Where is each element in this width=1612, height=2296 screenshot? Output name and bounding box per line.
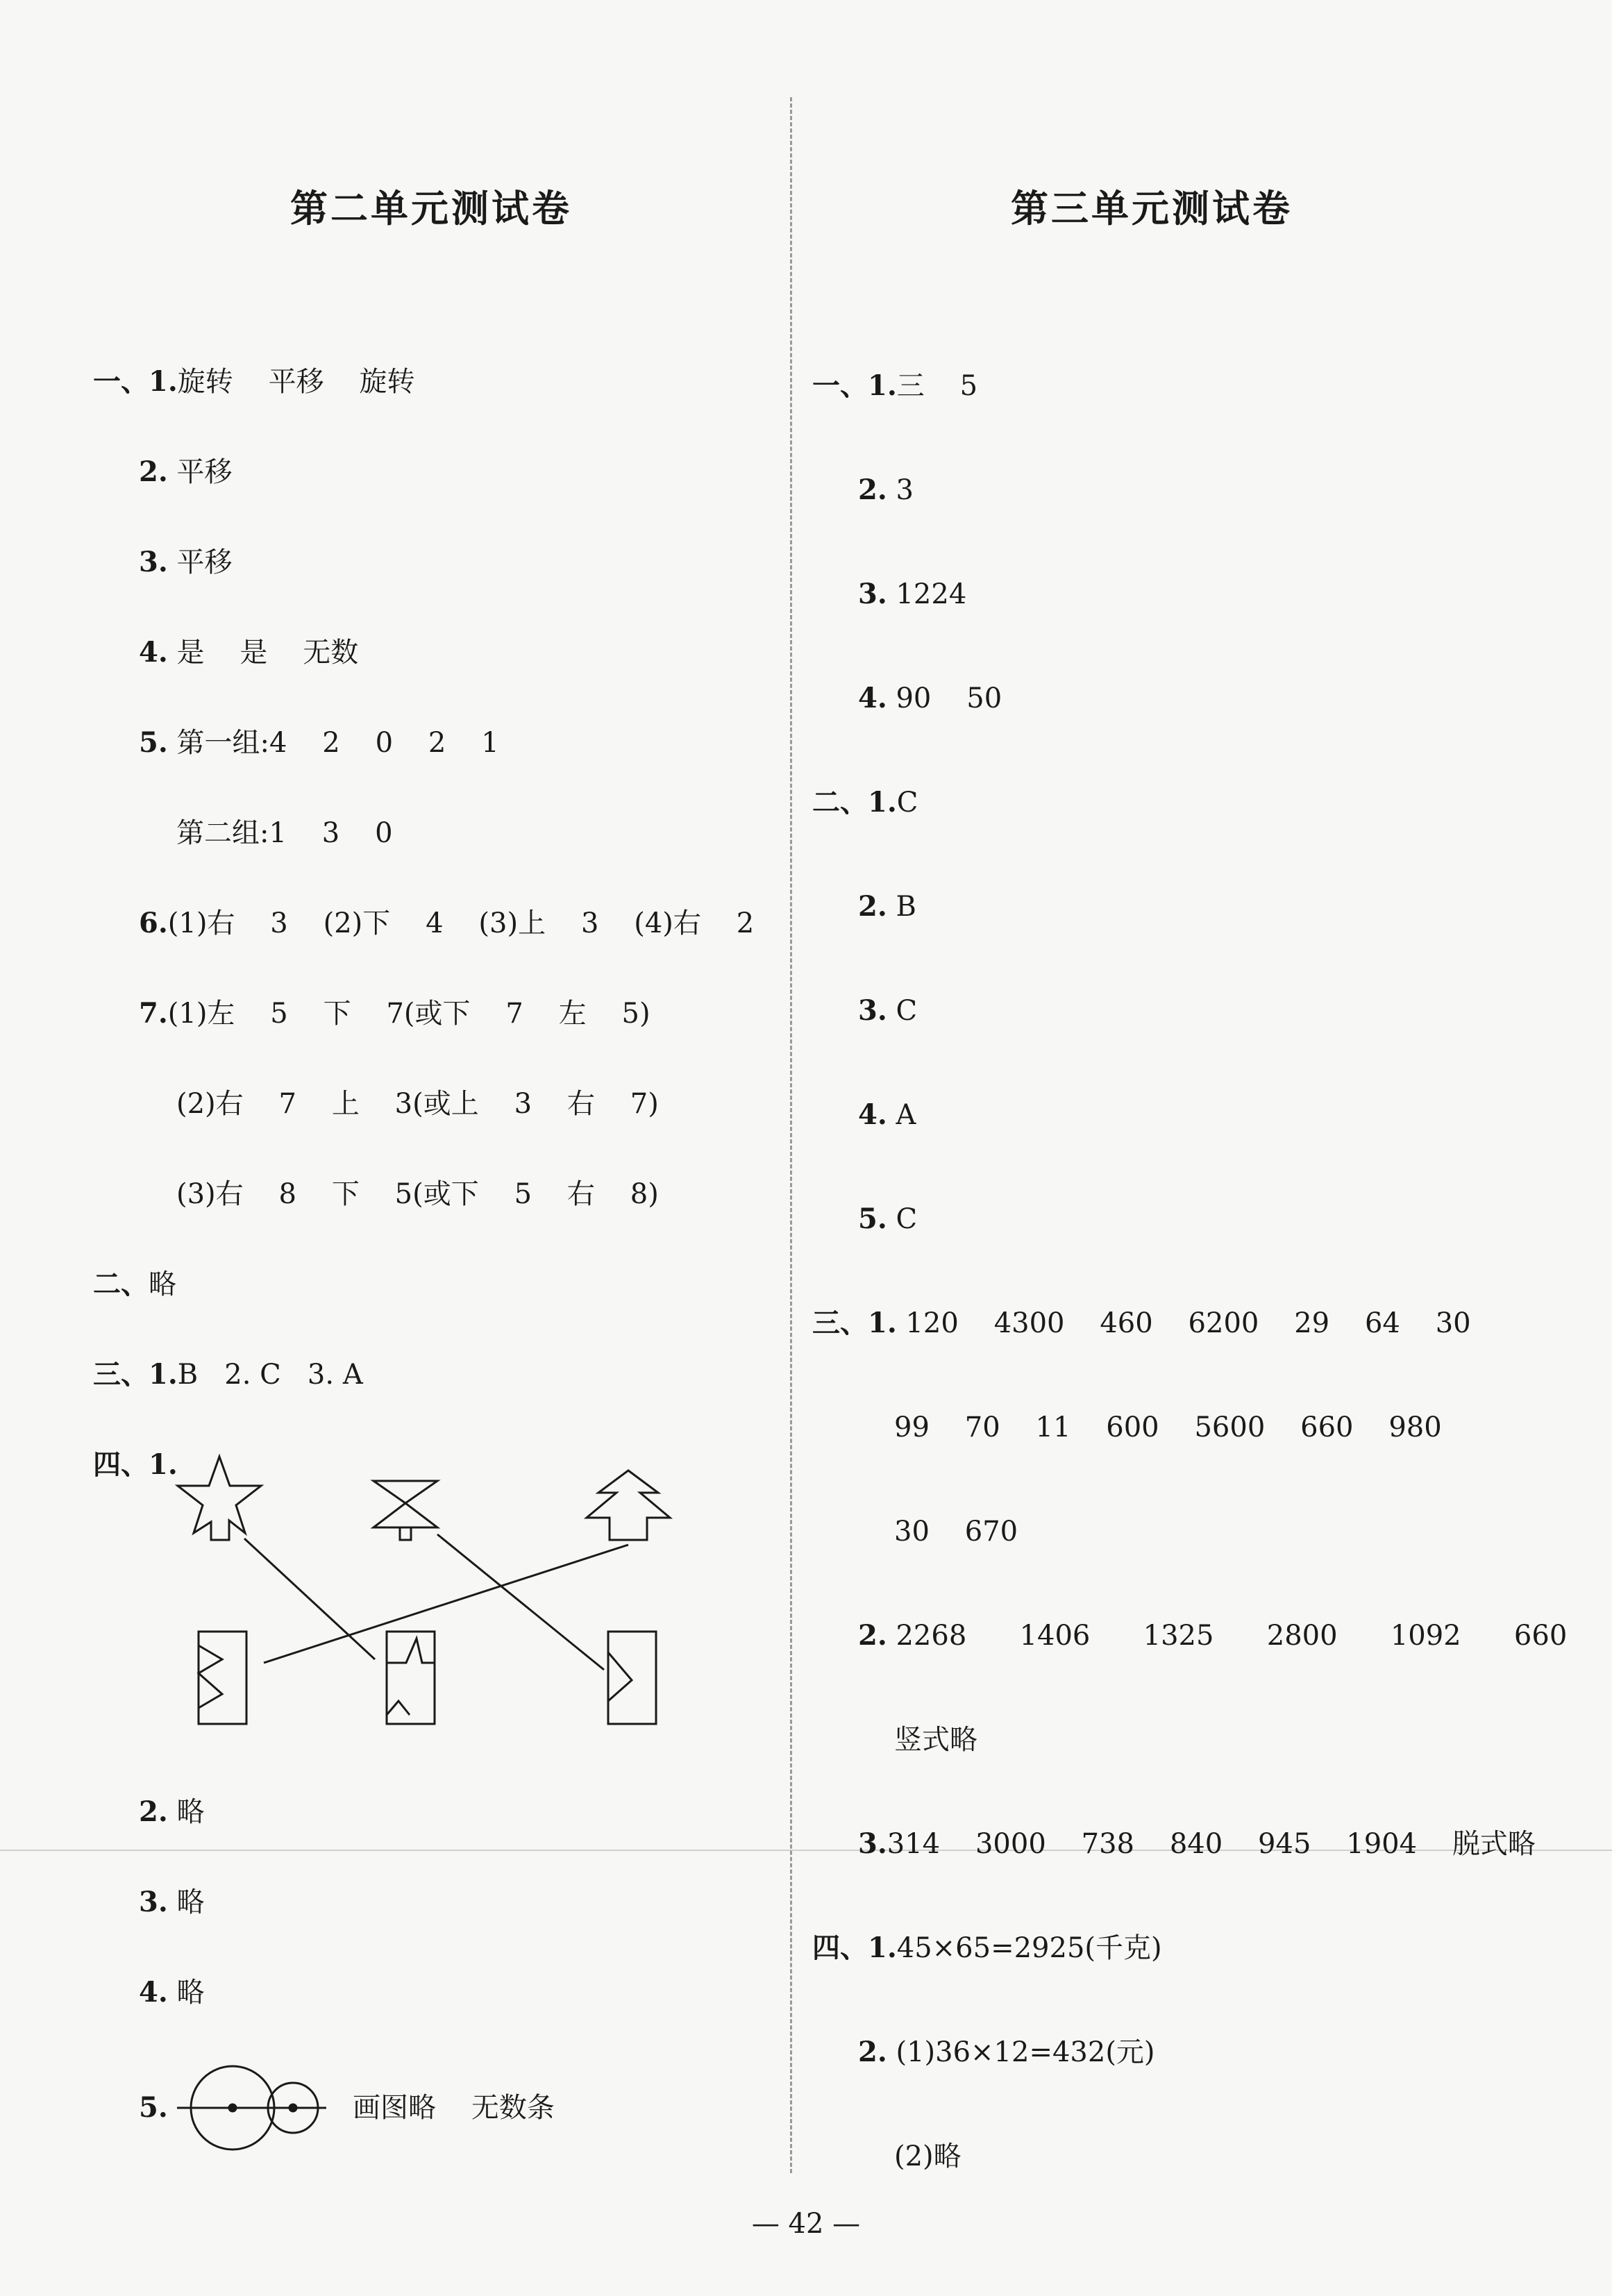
- answer-text: 1224: [896, 578, 967, 610]
- item-number: 3.: [139, 1886, 168, 1918]
- right-answer-line: [858, 476, 914, 504]
- right-answer-line: [812, 369, 978, 402]
- answer-text: 略: [149, 1268, 176, 1300]
- star-shape-icon: [178, 1457, 261, 1540]
- folded-paper-icon: [199, 1632, 246, 1724]
- answer-text: C: [896, 1203, 918, 1235]
- left-answer-line: [139, 1888, 204, 1916]
- answer-text: 90 50: [896, 682, 1002, 714]
- answer-text: 2268 1406 1325 2800 1092 660: [896, 1620, 1568, 1652]
- right-answer-line: [858, 1205, 917, 1233]
- item-number: 4.: [139, 1976, 168, 2009]
- right-answer-line: [894, 1516, 1018, 1548]
- answer-text: 画图略 无数条: [353, 2092, 555, 2124]
- left-answer-line: [139, 1795, 205, 1828]
- answer-text: 略: [176, 1977, 205, 2009]
- answer-text: (1)右 3 (2)下 4 (3)上 3 (4)右 2: [167, 907, 755, 939]
- answer-text: C: [896, 787, 918, 819]
- item-number: 2.: [858, 1619, 887, 1652]
- item-number: 3.: [858, 578, 887, 610]
- tree-shape-icon: [587, 1470, 670, 1540]
- answer-text: 平移: [176, 456, 233, 488]
- answer-text: 3: [896, 474, 914, 506]
- right-section-title: 第三单元测试卷: [1011, 186, 1293, 231]
- item-number: 3.: [139, 546, 168, 578]
- answer-text: 99 70 11 600 5600 660 980: [894, 1411, 1442, 1443]
- right-answer-line: [894, 1411, 1442, 1443]
- right-answer-line: [858, 994, 918, 1027]
- answer-text: 第一组:4 2 0 2 1: [176, 727, 499, 759]
- item-number: 2.: [858, 890, 887, 923]
- right-answer-line: [894, 1726, 977, 1754]
- item-number: 3.: [858, 1827, 887, 1860]
- answer-text: A: [896, 1099, 916, 1131]
- item-number: 4.: [858, 1098, 887, 1131]
- circles-figure: [177, 2066, 326, 2150]
- answer-text: C: [896, 995, 918, 1027]
- item-number: 二、: [93, 1268, 149, 1300]
- item-number: 2.: [139, 455, 168, 488]
- item-number: 3.: [858, 994, 887, 1027]
- answer-text: 略: [176, 1796, 205, 1828]
- answer-text: 三 5: [896, 370, 978, 402]
- answer-text: 略: [176, 1886, 205, 1918]
- right-answer-line: [812, 1934, 1162, 1962]
- item-number: 2.: [139, 1795, 168, 1828]
- answer-text: 平移: [176, 546, 233, 578]
- item-number: 5.: [139, 2091, 168, 2124]
- right-answer-line: [858, 1619, 1568, 1652]
- answer-text: (2)略: [894, 2140, 962, 2172]
- folded-paper-icon: [387, 1632, 435, 1724]
- item-number: 四、1.: [812, 1932, 897, 1964]
- item-number: 6.: [139, 907, 168, 939]
- left-answer-line: [139, 1976, 205, 2009]
- hourglass-shape-icon: [373, 1481, 437, 1540]
- right-answer-line: [858, 580, 966, 608]
- answer-text: 旋转 平移 旋转: [177, 366, 415, 398]
- item-number: 4.: [139, 636, 168, 669]
- item-number: 2.: [858, 474, 887, 506]
- answer-text: 120 4300 460 6200 29 64 30: [905, 1307, 1471, 1339]
- item-number: 4.: [858, 682, 887, 714]
- right-answer-line: [894, 2140, 962, 2172]
- match-line: [244, 1539, 375, 1659]
- item-number: 5.: [139, 726, 168, 759]
- right-answer-line: [858, 2038, 1155, 2066]
- item-number: 二、1.: [812, 786, 897, 819]
- answer-text: 30 670: [894, 1516, 1018, 1548]
- answer-text: (1)左 5 下 7(或下 7 左 5): [167, 998, 650, 1030]
- answer-text: 第二组:1 3 0: [176, 817, 393, 849]
- item-number: 2.: [858, 2036, 887, 2068]
- right-answer-line: [812, 786, 918, 819]
- right-answer-line: [858, 1098, 916, 1131]
- answer-text: (2)右 7 上 3(或上 3 右 7): [176, 1088, 659, 1120]
- answer-text: 314 3000 738 840 945 1904 脱式略: [887, 1828, 1536, 1860]
- item-number: 一、1.: [93, 365, 178, 398]
- answer-text: B 2. C 3. A: [177, 1359, 363, 1391]
- item-number: 四、1.: [93, 1448, 178, 1481]
- right-answer-line: [858, 890, 916, 923]
- item-number: 一、1.: [812, 369, 897, 402]
- match-line: [437, 1534, 604, 1670]
- item-number: 7.: [139, 997, 168, 1030]
- left-section-title: 第二单元测试卷: [290, 186, 572, 231]
- folded-paper-icon: [608, 1632, 656, 1724]
- right-answer-line: [812, 1309, 1471, 1337]
- item-number: 5.: [858, 1203, 887, 1235]
- item-number: 三、1.: [93, 1358, 178, 1391]
- right-answer-line: [858, 1827, 1536, 1860]
- answer-text: (1)36×12=432(元): [896, 2036, 1155, 2068]
- item-number: 三、1.: [812, 1307, 897, 1339]
- answer-text: B: [896, 891, 916, 923]
- answer-text: (3)右 8 下 5(或下 5 右 8): [176, 1178, 659, 1210]
- answer-text: 45×65=2925(千克): [896, 1932, 1162, 1964]
- right-answer-line: [858, 682, 1002, 714]
- page-number: — 42 —: [751, 2208, 861, 2240]
- answer-text: 竖式略: [894, 1724, 977, 1756]
- left-answer-line: [139, 2091, 168, 2124]
- answer-text: 是 是 无数: [176, 637, 359, 669]
